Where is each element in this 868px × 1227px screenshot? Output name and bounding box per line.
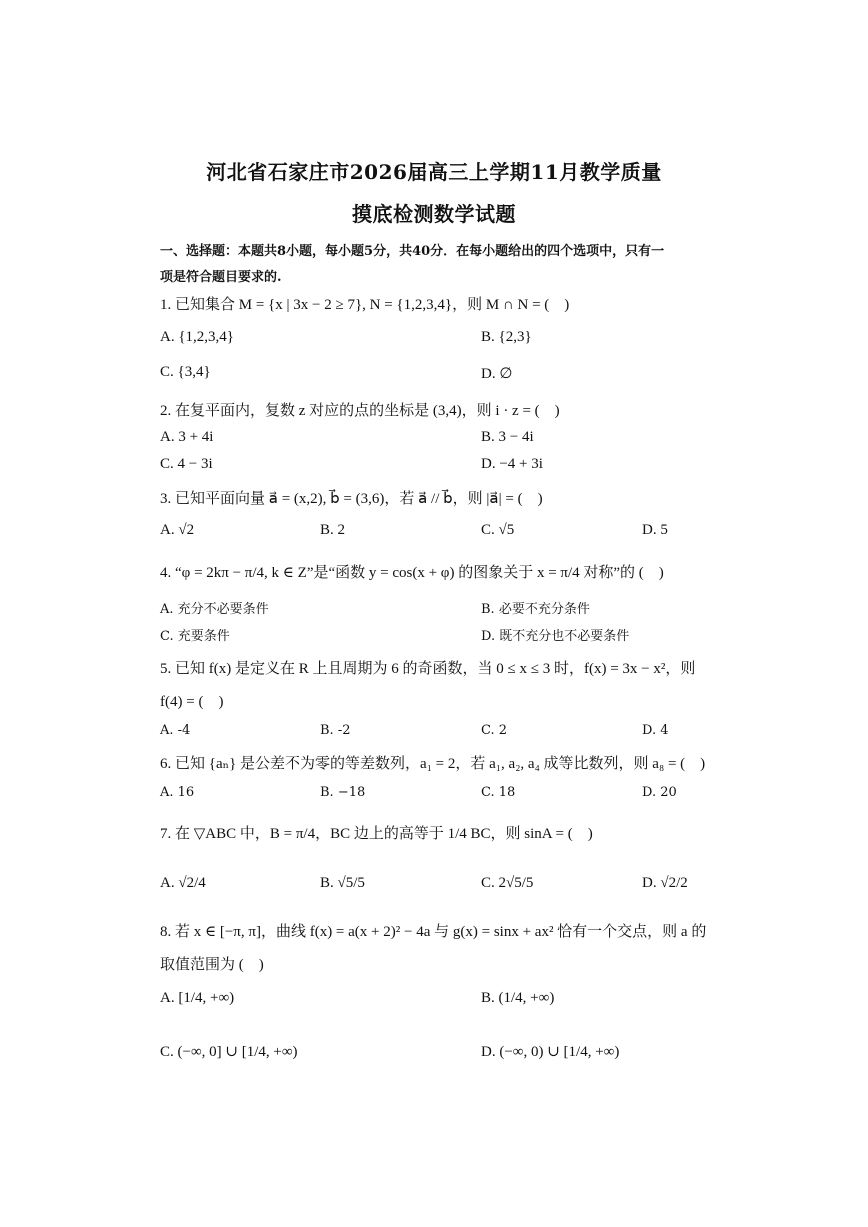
question-8-option-d: D. (−∞, 0) ∪ [1/4, +∞) [481,1044,620,1060]
question-6-stem: 6. 已知 {aₙ} 是公差不为零的等差数列，a₁ = 2，若 a₁, a₂, a₄ 成等比数列，则 a₈ = ( ) [160,756,706,772]
question-7-option-b: B. √5/5 [320,875,365,891]
question-4-option-b: B. 必要不充分条件 [481,602,590,617]
question-6-option-b: B. −18 [320,785,366,800]
exam-title-line1: 河北省石家庄市2026届高三上学期11月教学质量 [206,160,662,184]
question-2-option-c: C. 4 − 3i [160,456,213,472]
question-6-option-a: A. 16 [160,785,195,800]
question-5-option-c: C. 2 [481,723,508,738]
question-8-stem-line1: 8. 若 x ∈ [−π, π]，曲线 f(x) = a(x + 2)² − 4a 与 g(x) = sinx + ax² 恰有一个交点，则 a 的 [160,924,707,940]
question-1-stem: 1. 已知集合 M = {x | 3x − 2 ≥ 7}, N = {1,2,3,4}，则 M ∩ N = ( ) [160,297,570,313]
question-6-option-d: D. 20 [642,785,677,800]
question-8-option-c: C. (−∞, 0] ∪ [1/4, +∞) [160,1044,298,1060]
section-instruction-line1: 一、选择题：本题共8小题，每小题5分，共40分．在每小题给出的四个选项中，只有一 [160,244,665,259]
question-7-option-a: A. √2/4 [160,875,206,891]
question-4-option-a: A. 充分不必要条件 [160,602,269,617]
question-4-option-c: C. 充要条件 [160,629,230,644]
question-1-option-a: A. {1,2,3,4} [160,329,234,345]
question-8-option-a: A. [1/4, +∞) [160,990,235,1006]
exam-title-line2: 摸底检测数学试题 [352,202,516,226]
question-1-option-b: B. {2,3} [481,329,532,345]
question-5-stem-line2: f(4) = ( ) [160,694,224,710]
question-3-option-d: D. 5 [642,522,668,538]
question-3-option-a: A. √2 [160,522,195,538]
question-5-option-d: D. 4 [642,723,669,738]
question-7-option-d: D. √2/2 [642,875,688,891]
question-5-option-b: B. -2 [320,723,351,738]
question-5-option-a: A. -4 [160,723,191,738]
question-2-option-b: B. 3 − 4i [481,429,534,445]
question-3-option-b: B. 2 [320,522,346,538]
question-2-option-d: D. −4 + 3i [481,456,543,472]
section-instruction-line2: 项是符合题目要求的. [160,270,282,285]
question-1-option-d: D. ∅ [481,366,513,382]
question-2-option-a: A. 3 + 4i [160,429,214,445]
question-2-stem: 2. 在复平面内，复数 z 对应的点的坐标是 (3,4)，则 i · z = ( ) [160,403,560,419]
question-4-stem: 4. “φ = 2kπ − π/4, k ∈ Z”是“函数 y = cos(x + φ) 的图象关于 x = π/4 对称”的 ( ) [160,565,664,581]
question-7-option-c: C. 2√5/5 [481,875,534,891]
question-8-option-b: B. (1/4, +∞) [481,990,555,1006]
question-8-stem-line2: 取值范围为 ( ) [160,957,264,973]
question-3-option-c: C. √5 [481,522,515,538]
question-7-stem: 7. 在 ▽ABC 中，B = π/4，BC 边上的高等于 1/4 BC，则 sinA = ( ) [160,826,593,842]
question-4-option-d: D. 既不充分也不必要条件 [481,629,630,644]
question-5-stem-line1: 5. 已知 f(x) 是定义在 R 上且周期为 6 的奇函数，当 0 ≤ x ≤ 3 时，f(x) = 3x − x²，则 [160,661,696,677]
question-1-option-c: C. {3,4} [160,364,211,380]
question-6-option-c: C. 18 [481,785,516,800]
question-3-stem: 3. 已知平面向量 a⃗ = (x,2), b⃗ = (3,6)，若 a⃗ // b⃗，则 |a⃗| = ( ) [160,491,543,507]
